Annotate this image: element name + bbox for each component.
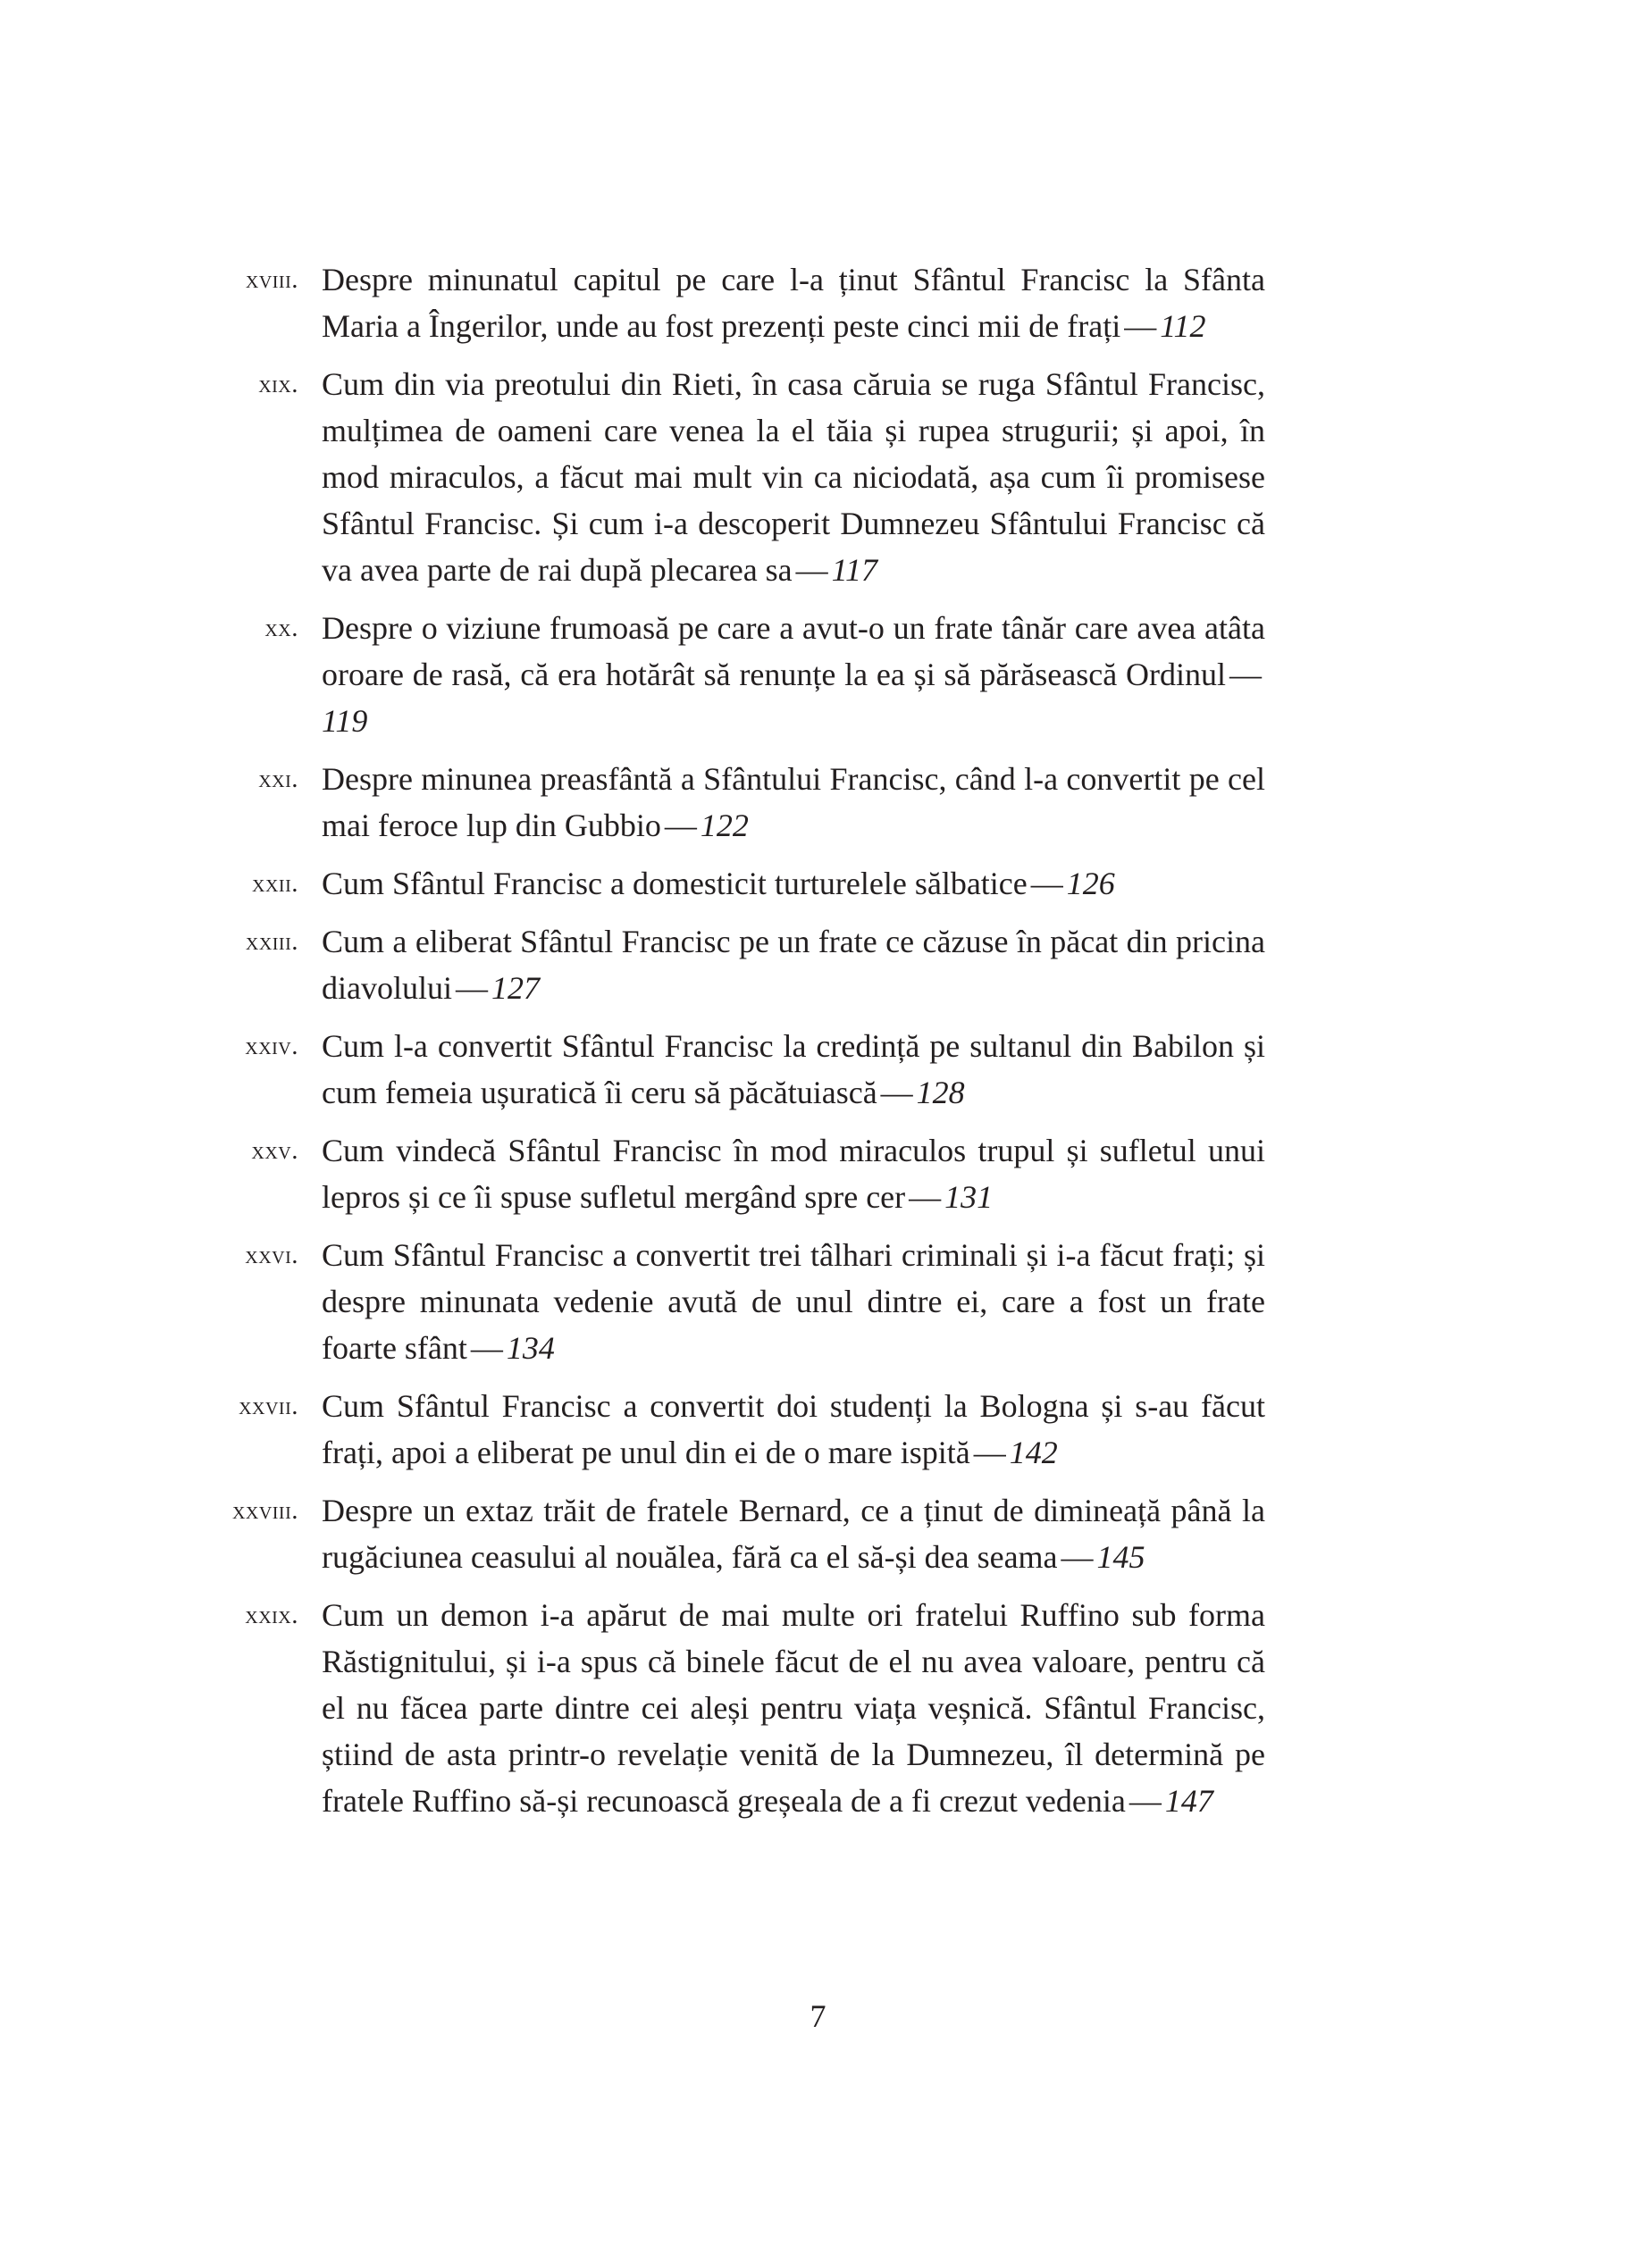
chapter-title: Cum l-a convertit Sfântul Francisc la credință pe sultanul din Babilon și cum femeia ușuratică îi ceru să păcătuiască <box>322 1028 1265 1110</box>
chapter-title-line <box>322 1383 1265 1476</box>
chapter-numeral: xxii. <box>252 869 298 898</box>
separator-dash: — <box>973 1435 1006 1470</box>
chapter-numeral: xviii. <box>245 265 298 294</box>
toc-entry <box>214 1487 1265 1580</box>
page-reference: 147 <box>1164 1783 1213 1819</box>
separator-dash: — <box>1229 657 1262 692</box>
chapter-title-line <box>322 1232 1265 1371</box>
toc-entry <box>214 1592 1265 1824</box>
chapter-numeral: xxviii. <box>231 1496 298 1525</box>
separator-dash: — <box>456 970 488 1006</box>
toc-entry <box>214 1232 1265 1371</box>
separator-dash: — <box>795 552 828 588</box>
chapter-title: Cum a eliberat Sfântul Francisc pe un frate ce căzuse în păcat din pricina diavolului <box>322 924 1265 1006</box>
toc-entry <box>214 256 1265 349</box>
chapter-title: Cum Sfântul Francisc a convertit doi studenți la Bologna și s-au făcut frați, apoi a eliberat pe unul din ei de o mare ispită <box>322 1388 1265 1470</box>
chapter-numeral: xxix. <box>245 1601 298 1629</box>
chapter-title-line <box>322 1127 1265 1220</box>
page-reference: 128 <box>916 1075 965 1110</box>
separator-dash: — <box>664 808 697 843</box>
chapter-title: Cum din via preotului din Rieti, în casa căruia se ruga Sfântul Francisc, mulțimea de oameni care venea la el tăia și rupea strugurii; și apoi, în mod miraculos, a făcut mai mult vin ca niciodată, așa cum îi promisese Sfântul Francisc. Și cum i-a descoperit Dumnezeu Sfântului Francisc că va avea parte de rai după plecarea sa <box>322 366 1265 588</box>
toc-entry <box>214 860 1265 907</box>
page-reference: 142 <box>1009 1435 1058 1470</box>
chapter-title: Despre un extaz trăit de fratele Bernard, ce a ținut de dimineață până la rugăciunea ceasului al nouălea, fără ca el să-și dea seama <box>322 1493 1265 1575</box>
chapter-numeral: xix. <box>258 370 298 398</box>
separator-dash: — <box>470 1330 503 1366</box>
page-reference: 145 <box>1096 1539 1145 1575</box>
chapter-title-line <box>322 1487 1265 1580</box>
separator-dash: — <box>1061 1539 1094 1575</box>
toc-entry <box>214 1383 1265 1476</box>
chapter-numeral: xxiv. <box>245 1032 298 1060</box>
chapter-title: Despre o viziune frumoasă pe care a avut-o un frate tânăr care avea atâta oroare de rasă, că era hotărât să renunțe la ea și să părăsească Ordinul <box>322 610 1265 692</box>
chapter-title-line <box>322 1592 1265 1824</box>
chapter-title: Cum Sfântul Francisc a domesticit turturelele sălbatice <box>322 866 1028 901</box>
page-reference: 127 <box>491 970 540 1006</box>
chapter-numeral: xxi. <box>258 765 298 793</box>
separator-dash: — <box>909 1179 942 1215</box>
toc-entry <box>214 1023 1265 1116</box>
toc-entry <box>214 756 1265 849</box>
chapter-title: Despre minunatul capitul pe care l-a ținut Sfântul Francisc la Sfânta Maria a Îngerilor, unde au fost prezenți peste cinci mii de frați <box>322 262 1265 344</box>
separator-dash: — <box>880 1075 913 1110</box>
toc-entry <box>214 605 1265 744</box>
separator-dash: — <box>1128 1783 1162 1819</box>
chapter-numeral: xxiii. <box>245 927 298 956</box>
toc-entry <box>214 361 1265 593</box>
page-reference: 119 <box>322 703 368 739</box>
chapter-title-line <box>322 756 1265 849</box>
page-reference: 131 <box>944 1179 994 1215</box>
chapter-title: Despre minunea preasfântă a Sfântului Francisc, când l-a convertit pe cel mai feroce lup din Gubbio <box>322 761 1265 843</box>
table-of-contents <box>214 256 1265 1836</box>
toc-entry <box>214 1127 1265 1220</box>
page-reference: 112 <box>1160 308 1206 344</box>
chapter-title-line <box>322 605 1265 744</box>
chapter-title-line <box>322 918 1265 1011</box>
chapter-title-line <box>322 256 1265 349</box>
chapter-title-line <box>322 361 1265 593</box>
chapter-title: Cum vindecă Sfântul Francisc în mod miraculos trupul și sufletul unui lepros și ce îi spuse sufletul mergând spre cer <box>322 1133 1265 1215</box>
chapter-title: Cum Sfântul Francisc a convertit trei tâlhari criminali și i-a făcut frați; și despre minunata vedenie avută de unul dintre ei, care a fost un frate foarte sfânt <box>322 1237 1265 1366</box>
chapter-title-line <box>322 860 1265 907</box>
separator-dash: — <box>1124 308 1157 344</box>
page-number: 7 <box>810 1998 826 2034</box>
chapter-numeral: xxvi. <box>245 1241 298 1269</box>
chapter-title: Cum un demon i-a apărut de mai multe ori fratelui Ruffino sub forma Răstignitului, și i-a spus că binele făcut de el nu avea valoare, pentru că el nu făcea parte dintre cei aleși pentru viața veșnică. Sfântul Francisc, știind de asta printr-o revelație venită de la Dumnezeu, îl determină pe fratele Ruffino să-și recunoască greșeala de a fi crezut vedenia <box>322 1597 1265 1819</box>
page-reference: 126 <box>1066 866 1115 901</box>
separator-dash: — <box>1030 866 1063 901</box>
page-reference: 122 <box>700 808 749 843</box>
toc-entry <box>214 918 1265 1011</box>
page-reference: 117 <box>831 552 877 588</box>
chapter-numeral: xx. <box>264 614 298 642</box>
page-reference: 134 <box>506 1330 555 1366</box>
chapter-title-line <box>322 1023 1265 1116</box>
chapter-numeral: xxvii. <box>239 1392 298 1420</box>
chapter-numeral: xxv. <box>251 1136 298 1165</box>
